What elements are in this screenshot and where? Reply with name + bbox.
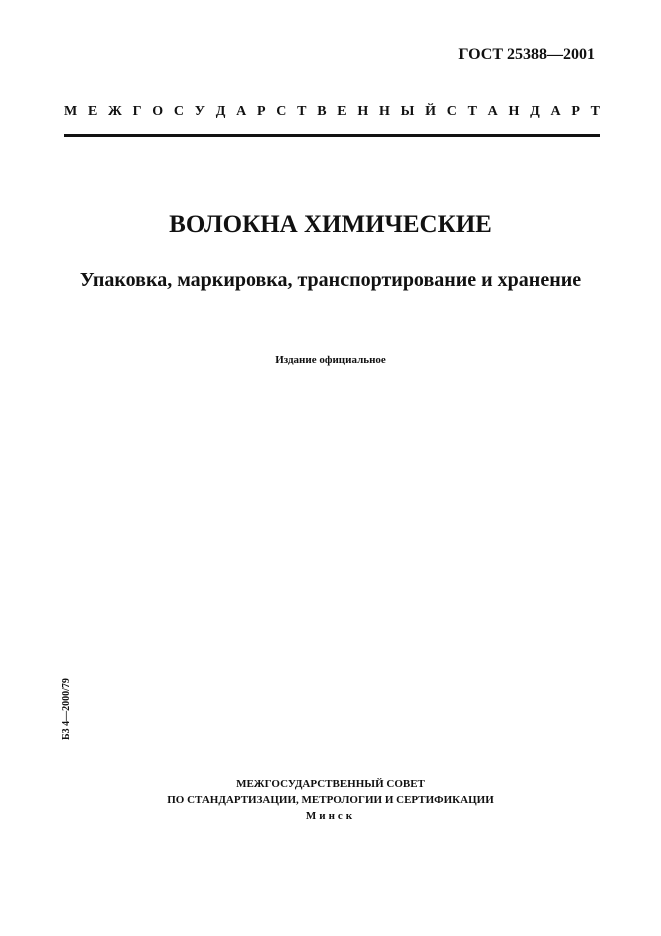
document-title: ВОЛОКНА ХИМИЧЕСКИЕ xyxy=(169,211,492,238)
edition-label: Издание официальное xyxy=(275,354,386,366)
catalog-code: Б3 4—2000/79 xyxy=(61,678,72,740)
standard-type-header: М Е Ж Г О С У Д А Р С Т В Е Н Н Ы Й С Т А Н Д А Р Т xyxy=(64,104,600,119)
council-name-line1: МЕЖГОСУДАРСТВЕННЫЙ СОВЕТ xyxy=(236,778,425,790)
header-rule xyxy=(64,134,600,137)
document-subtitle: Упаковка, маркировка, транспортирование и хранение xyxy=(79,269,582,291)
publication-city: Минск xyxy=(305,810,356,822)
council-name-line2: ПО СТАНДАРТИЗАЦИИ, МЕТРОЛОГИИ И СЕРТИФИКАЦИИ xyxy=(167,794,494,806)
gost-code: ГОСТ 25388—2001 xyxy=(458,46,595,63)
